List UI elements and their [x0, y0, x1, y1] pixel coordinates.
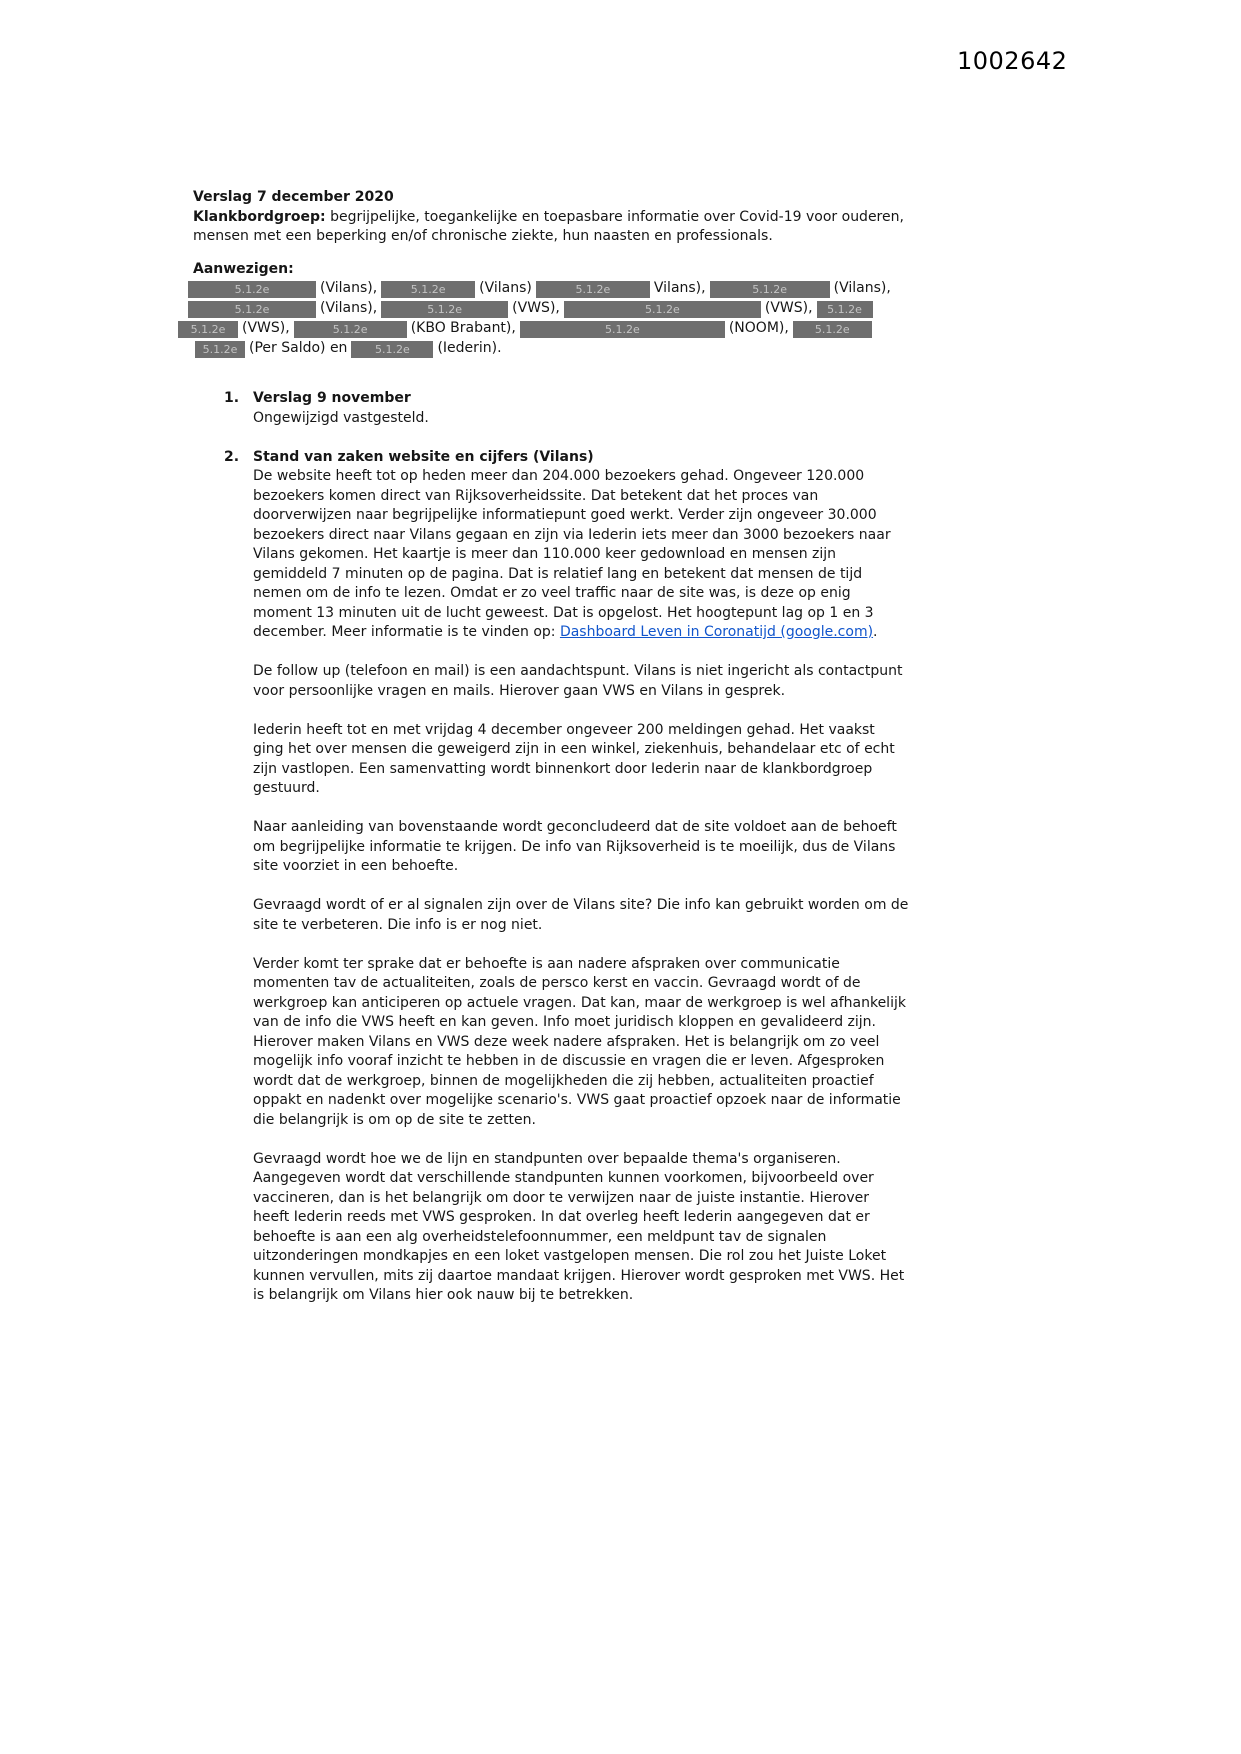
attendees-line — [188, 299, 909, 319]
redaction-box: 5.1.2e — [294, 321, 407, 338]
document-content — [190, 188, 909, 1306]
paragraph: Verder komt ter sprake dat er behoefte is aan nadere afspraken over communicatie momenten tav de actualiteiten, zoals de persco kerst en vaccin. Gevraagd wordt of de werkgroep kan anticiperen op actuele vragen. Dat kan, maar de werkgroep is wel afhankelijk van de info die VWS heeft en kan geven. Info moet juridisch kloppen en gevalideerd zijn. Hierover maken Vilans en VWS deze week nadere afspraken. Het is belangrijk om zo veel mogelijk info vooraf inzicht te hebben in de discussie en vragen die er leven. Afgesproken wordt dat de werkgroep, binnen de mogelijkheden die zij hebben, actualiteiten proactief oppakt en nadenkt over mogelijke scenario's. VWS gaat proactief opzoek naar de informatie die belangrijk is om op de site te zetten. — [253, 955, 906, 1128]
intro-label: Klankbordgroep: — [193, 208, 326, 225]
paragraph: Iederin heeft tot en met vrijdag 4 december ongeveer 200 meldingen gehad. Het vaakst ging het over mensen die geweigerd zijn in een winkel, ziekenhuis, behandelaar etc of echt zijn vastlopen. Een samenvatting wordt binnenkort door Iederin naar de klankbordgroep gestuurd. — [253, 721, 895, 796]
redaction-box: 5.1.2e — [381, 301, 508, 318]
dashboard-link[interactable]: Dashboard Leven in Coronatijd (google.com) — [559, 624, 874, 640]
attendee-affiliation: Vilans), — [653, 280, 706, 297]
sections — [193, 389, 909, 1306]
attendee-affiliation: (NOOM), — [728, 320, 789, 337]
redaction-box: 5.1.2e — [793, 321, 872, 338]
attendees-label: Aanwezigen: — [193, 260, 294, 277]
redaction-box: 5.1.2e — [817, 301, 873, 318]
attendees-lines — [190, 279, 909, 359]
section-body — [253, 409, 909, 429]
attendees-line — [178, 319, 909, 339]
attendee-affiliation: (KBO Brabant), — [410, 320, 516, 337]
redaction-box: 5.1.2e — [188, 281, 316, 298]
redaction-box: 5.1.2e — [564, 301, 761, 318]
section-title: Stand van zaken website en cijfers (Vilans) — [253, 448, 594, 465]
attendee-affiliation: (Per Saldo) en — [249, 340, 348, 357]
intro-text: begrijpelijke, toegankelijke en toepasbare informatie over Covid-19 voor ouderen, mensen met een beperking en/of chronische ziekte, hun naasten en professionals. — [193, 208, 904, 244]
paragraph: Gevraagd wordt of er al signalen zijn over de Vilans site? Die info kan gebruikt worden om de site te verbeteren. Die info is er nog niet. — [253, 897, 909, 933]
redaction-box: 5.1.2e — [351, 341, 433, 358]
attendee-affiliation: (Vilans), — [833, 280, 891, 297]
redaction-box: 5.1.2e — [188, 301, 316, 318]
redaction-box: 5.1.2e — [178, 321, 238, 338]
attendee-affiliation: (VWS), — [242, 320, 290, 337]
paragraph: De website heeft tot op heden meer dan 204.000 bezoekers gehad. Ongeveer 120.000 bezoekers komen direct van Rijksoverheidssite. Dat betekent dat het proces van doorverwijzen naar begrijpelijke informatiepunt goed werkt. Verder zijn ongeveer 30.000 bezoekers direct naar Vilans gegaan en zijn via Iederin iets meer dan 3000 bezoekers naar Vilans gekomen. Het kaartje is meer dan 110.000 keer gedownload en mensen zijn gemiddeld 7 minuten op de pagina. Dat is relatief lang en betekent dat mensen de tijd nemen om de info te lezen. Omdat er zo veel traffic naar de site was, is deze op enig moment 13 minuten uit de lucht geweest. Dat is opgelost. Het hoogtepunt lag op 1 en 3 december. Meer informatie is te vinden op: Dashboard Leven in Coronatijd (google.com). — [253, 468, 891, 640]
section — [224, 389, 909, 428]
document-intro — [193, 208, 909, 247]
attendees-line — [195, 339, 909, 359]
document-title: Verslag 7 december 2020 — [193, 189, 394, 205]
attendee-affiliation: (Vilans) — [479, 280, 532, 297]
paragraph: Ongewijzigd vastgesteld. — [253, 409, 429, 426]
attendee-affiliation: (Iederin). — [437, 340, 502, 357]
redaction-box: 5.1.2e — [520, 321, 725, 338]
section-title: Verslag 9 november — [253, 390, 411, 406]
attendee-affiliation: (Vilans), — [320, 280, 378, 297]
section — [224, 448, 909, 1306]
section-number: 1. — [224, 390, 240, 406]
redaction-box: 5.1.2e — [195, 341, 245, 358]
redaction-box: 5.1.2e — [710, 281, 830, 298]
document-number: 1002642 — [957, 47, 1068, 75]
redaction-box: 5.1.2e — [381, 281, 475, 298]
attendee-affiliation: (VWS), — [512, 300, 560, 317]
section-body — [253, 467, 909, 1306]
attendee-affiliation: (Vilans), — [320, 300, 378, 317]
attendees-line — [188, 279, 909, 299]
paragraph: Gevraagd wordt hoe we de lijn en standpunten over bepaalde thema's organiseren. Aangegeven wordt dat verschillende standpunten kunnen voorkomen, bijvoorbeeld over vaccineren, dan is het belangrijk om door te verwijzen naar de juiste instantie. Hierover heeft Iederin reeds met VWS gesproken. In dat overleg heeft Iederin aangegeven dat er behoefte is aan een alg overheidstelefoonnummer, een meldpunt tav de signalen uitzonderingen mondkapjes en een loket vastgelopen mensen. Die rol zou het Juiste Loket kunnen vervullen, mits zij daartoe mandaat krijgen. Hierover wordt gesproken met VWS. Het is belangrijk om Vilans hier ook nauw bij te betrekken. — [253, 1150, 905, 1303]
paragraph: De follow up (telefoon en mail) is een aandachtspunt. Vilans is niet ingericht als contactpunt voor persoonlijke vragen en mails. Hierover gaan VWS en Vilans in gesprek. — [253, 663, 903, 699]
section-heading — [224, 448, 909, 468]
redaction-box: 5.1.2e — [536, 281, 650, 298]
attendee-affiliation: (VWS), — [764, 300, 813, 317]
section-heading — [224, 389, 909, 409]
section-number: 2. — [224, 448, 240, 465]
paragraph: Naar aanleiding van bovenstaande wordt geconcludeerd dat de site voldoet aan de behoeft om begrijpelijke informatie te krijgen. De info van Rijksoverheid is te moeilijk, dus de Vilans site voorziet in een behoefte. — [253, 819, 897, 874]
